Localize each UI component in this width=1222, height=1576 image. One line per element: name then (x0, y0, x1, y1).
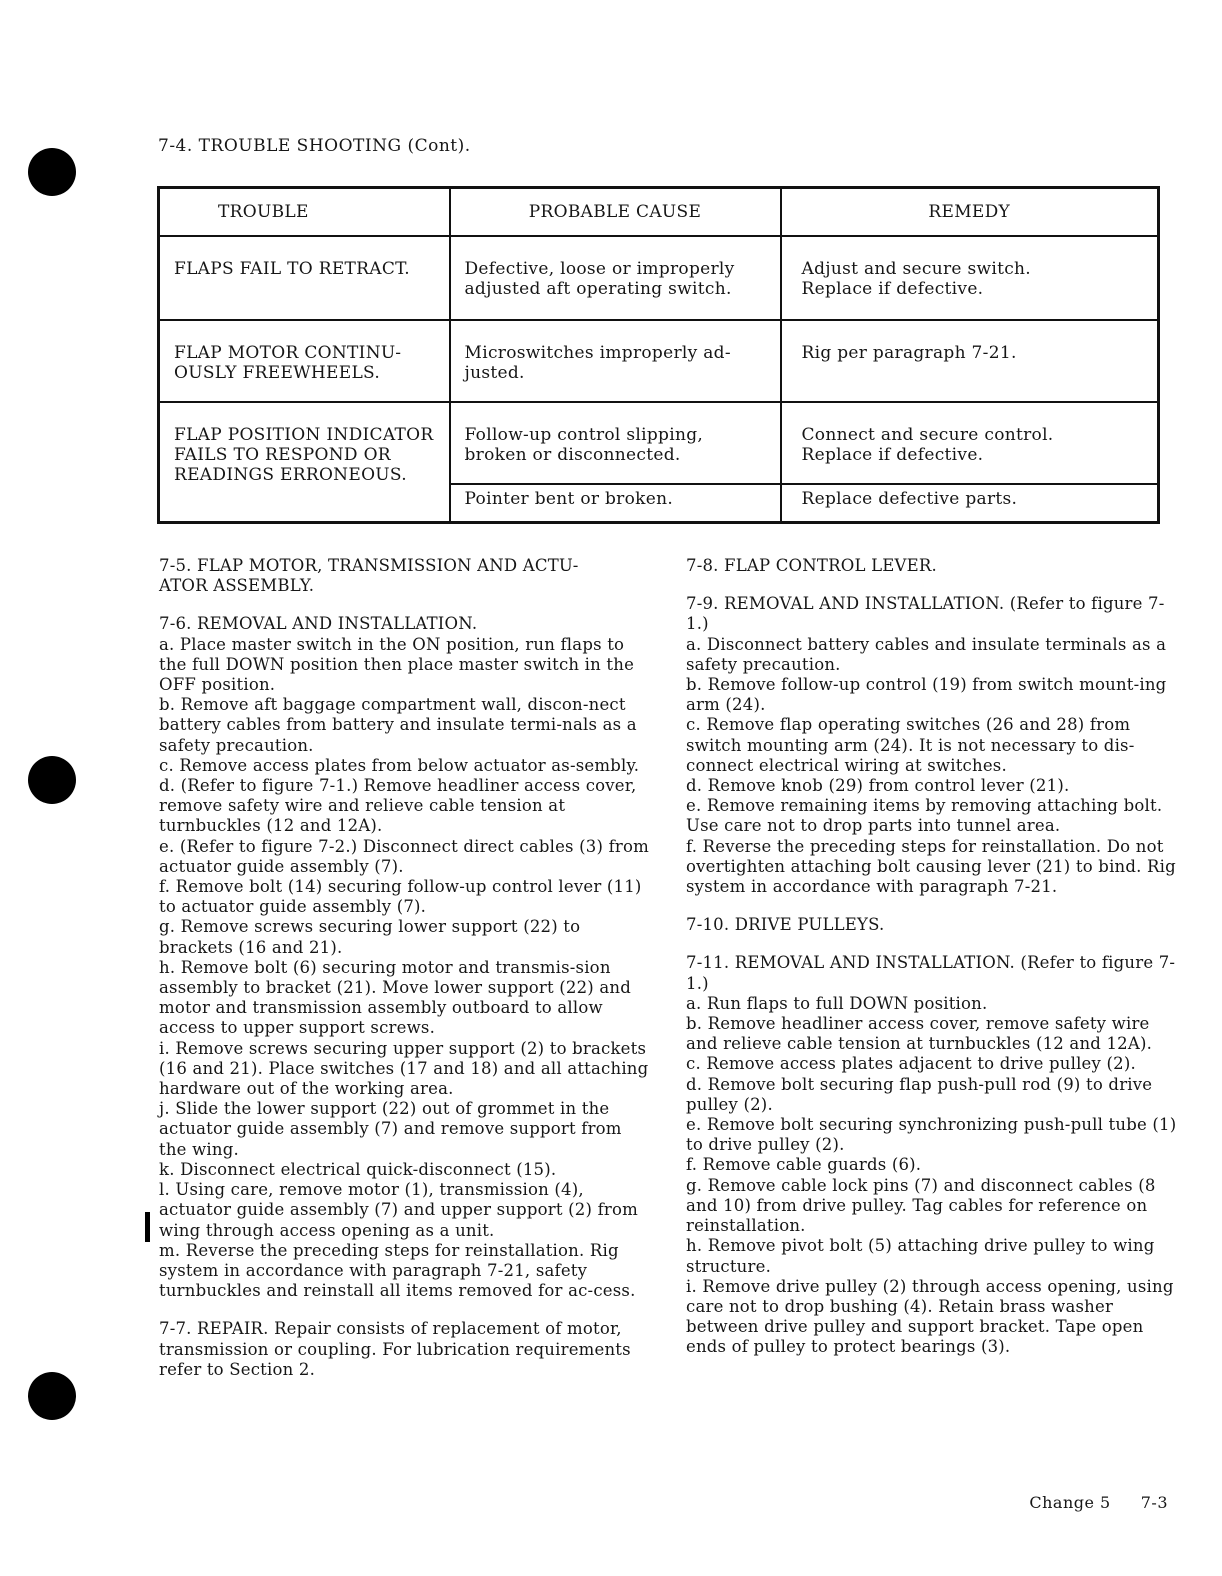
step-l: l. Using care, remove motor (1), transmission (4), actuator guide assembly (7) and upper support (2) from wing through access opening as a unit. (159, 1180, 638, 1240)
step-d: d. Remove knob (29) from control lever (21). (686, 776, 1070, 796)
page-number: 7-3 (1140, 1493, 1168, 1512)
table-row (159, 236, 1159, 320)
step-g: g. Remove cable lock pins (7) and disconnect cables (8 and 10) from drive pulley. Tag cables for reference on reinstallation. (686, 1175, 1156, 1236)
step-d: d. Remove bolt securing flap push-pull rod (9) to drive pulley (2). (686, 1074, 1153, 1114)
cause-cell: Follow-up control slipping, broken or disconnected. (450, 402, 781, 484)
step-e: e. (Refer to figure 7-2.) Disconnect direct cables (3) from actuator guide assembly (7). (159, 836, 649, 876)
section-7-5-title: 7-5. FLAP MOTOR, TRANSMISSION AND ACTU- ATOR ASSEMBLY. (159, 556, 579, 596)
step-a: a. Place master switch in the ON position, run flaps to the full DOWN position then place master switch in the OFF position. (159, 634, 635, 695)
trouble-cell: FLAP POSITION INDICATOR FAILS TO RESPOND OR READINGS ERRONEOUS. (159, 402, 450, 523)
section-7-6-title: 7-6. REMOVAL AND INSTALLATION. (159, 614, 478, 634)
cause-cell: Microswitches improperly ad- justed. (450, 320, 781, 402)
step-j: j. Slide the lower support (22) out of grommet in the actuator guide assembly (7) and remove support from the wing. (159, 1099, 622, 1159)
header-probable-cause: PROBABLE CAUSE (450, 188, 781, 237)
header-remedy: REMEDY (781, 188, 1159, 237)
trouble-cell: FLAP MOTOR CONTINU- OUSLY FREEWHEELS. (159, 320, 450, 402)
step-a: a. Run flaps to full DOWN position. (686, 993, 988, 1013)
page-footer (1029, 1493, 1168, 1512)
step-e: e. Remove bolt securing synchronizing push-pull tube (1) to drive pulley (2). (686, 1115, 1177, 1155)
table-header-row (159, 188, 1159, 237)
cause-cell: Defective, loose or improperly adjusted aft operating switch. (450, 236, 781, 320)
binder-hole-middle (28, 756, 76, 804)
remedy-cell: Rig per paragraph 7-21. (781, 320, 1159, 402)
trouble-cell: FLAPS FAIL TO RETRACT. (159, 236, 450, 320)
step-c: c. Remove flap operating switches (26 and 28) from switch mounting arm (24). It is not necessary to dis-connect electrical wiring at switches. (686, 715, 1135, 775)
step-e: e. Remove remaining items by removing attaching bolt. Use care not to drop parts into tunnel area. (686, 796, 1163, 836)
step-b: b. Remove headliner access cover, remove safety wire and relieve cable tension at turnbuckles (12 and 12A). (686, 1014, 1153, 1054)
binder-hole-top (28, 148, 76, 196)
header-trouble: TROUBLE (159, 188, 450, 237)
step-i: i. Remove screws securing upper support (2) to brackets (16 and 21). Place switches (17 and 18) and all attaching hardware out of the working area. (159, 1038, 649, 1099)
section-7-10-title: 7-10. DRIVE PULLEYS. (686, 915, 885, 935)
step-g: g. Remove screws securing lower support (22) to brackets (16 and 21). (159, 917, 581, 957)
cause-cell: Pointer bent or broken. (450, 484, 781, 523)
step-d: d. (Refer to figure 7-1.) Remove headliner access cover, remove safety wire and relieve cable tension at turnbuckles (12 and 12A). (159, 776, 637, 836)
table-row (159, 402, 1159, 484)
table-row (159, 320, 1159, 402)
step-f: f. Remove bolt (14) securing follow-up control lever (11) to actuator guide assembly (7). (159, 877, 642, 917)
step-a: a. Disconnect battery cables and insulate terminals as a safety precaution. (686, 634, 1167, 674)
step-c: c. Remove access plates adjacent to drive pulley (2). (686, 1054, 1136, 1074)
section-heading: 7-4. TROUBLE SHOOTING (Cont). (158, 136, 471, 156)
right-column (686, 556, 1186, 1358)
section-7-9-title: 7-9. REMOVAL AND INSTALLATION. (Refer to figure 7-1.) (686, 594, 1165, 634)
step-m: m. Reverse the preceding steps for reinstallation. Rig system in accordance with paragraph 7-21, safety turnbuckles and reinstall all items removed for ac-cess. (159, 1240, 636, 1301)
step-i: i. Remove drive pulley (2) through access opening, using care not to drop bushing (4). Retain brass washer between drive pulley and support bracket. Tape open ends of pulley to protect bearings (3). (686, 1276, 1174, 1357)
step-h: h. Remove bolt (6) securing motor and transmis-sion assembly to bracket (21). Move lower support (22) and motor and transmission assembly outboard to allow access to upper support screws. (159, 957, 631, 1038)
step-b: b. Remove follow-up control (19) from switch mount-ing arm (24). (686, 675, 1167, 715)
section-7-7-repair: 7-7. REPAIR. Repair consists of replacement of motor, transmission or coupling. For lubrication requirements refer to Section 2. (159, 1319, 631, 1379)
step-c: c. Remove access plates from below actuator as-sembly. (159, 755, 640, 775)
left-column (159, 556, 651, 1380)
change-bar (145, 1212, 150, 1242)
binder-hole-bottom (28, 1372, 76, 1420)
remedy-cell: Connect and secure control. Replace if defective. (781, 402, 1159, 484)
section-7-11-title: 7-11. REMOVAL AND INSTALLATION. (Refer to figure 7-1.) (686, 953, 1176, 993)
remedy-cell: Replace defective parts. (781, 484, 1159, 523)
change-number: Change 5 (1029, 1493, 1111, 1512)
step-k: k. Disconnect electrical quick-disconnect (15). (159, 1159, 557, 1179)
step-f: f. Remove cable guards (6). (686, 1155, 922, 1175)
step-h: h. Remove pivot bolt (5) attaching drive pulley to wing structure. (686, 1236, 1155, 1276)
step-f: f. Reverse the preceding steps for reinstallation. Do not overtighten attaching bolt causing lever (21) to bind. Rig system in accordance with paragraph 7-21. (686, 836, 1176, 897)
remedy-cell: Adjust and secure switch. Replace if defective. (781, 236, 1159, 320)
step-b: b. Remove aft baggage compartment wall, discon-nect battery cables from battery and insulate termi-nals as a safety precaution. (159, 695, 637, 755)
section-7-8-title: 7-8. FLAP CONTROL LEVER. (686, 556, 937, 575)
troubleshooting-table (157, 186, 1160, 524)
